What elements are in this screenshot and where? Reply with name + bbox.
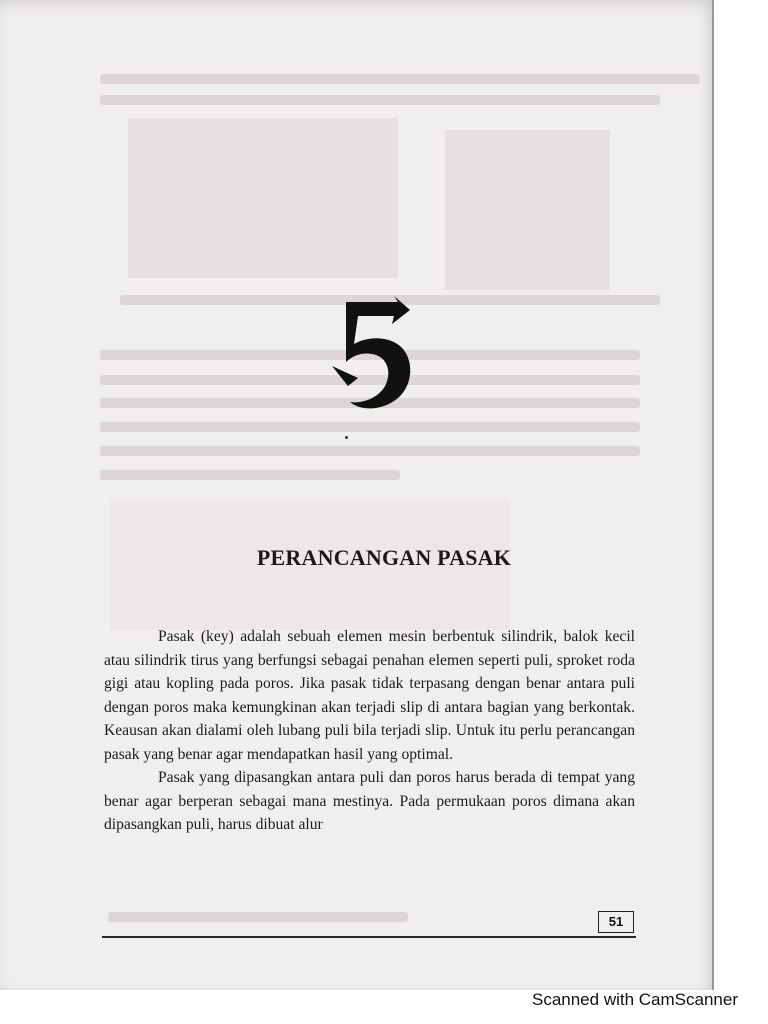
ink-dot xyxy=(345,436,348,439)
chapter-number-graphic xyxy=(328,294,418,414)
paragraph: Pasak yang dipasangkan antara puli dan poros harus berada di tempat yang benar agar berperan sebagai mana mestinya. Pada permukaan poros dimana akan dipasangkan puli, harus dibuat alur xyxy=(104,769,635,833)
footer-rule xyxy=(102,936,636,938)
body-text xyxy=(104,625,635,837)
scanner-watermark: Scanned with CamScanner xyxy=(531,990,738,1009)
page-number: 51 xyxy=(598,911,634,933)
chapter-title: PERANCANGAN PASAK xyxy=(256,545,512,570)
paragraph: Pasak (key) adalah sebuah elemen mesin berbentuk silindrik, balok kecil atau silindrik tirus yang berfungsi sebagai penahan elemen seperti puli, sproket roda gigi atau kopling pada poros. Jika pasak tidak terpasang dengan benar antara puli dengan poros maka kemungkinan akan terjadi slip di antara bagian yang berkontak. Keausan akan dialami oleh lubang puli bila terjadi slip. Untuk itu perlu perancangan pasak yang benar agar mendapatkan hasil yang optimal. xyxy=(104,628,635,763)
